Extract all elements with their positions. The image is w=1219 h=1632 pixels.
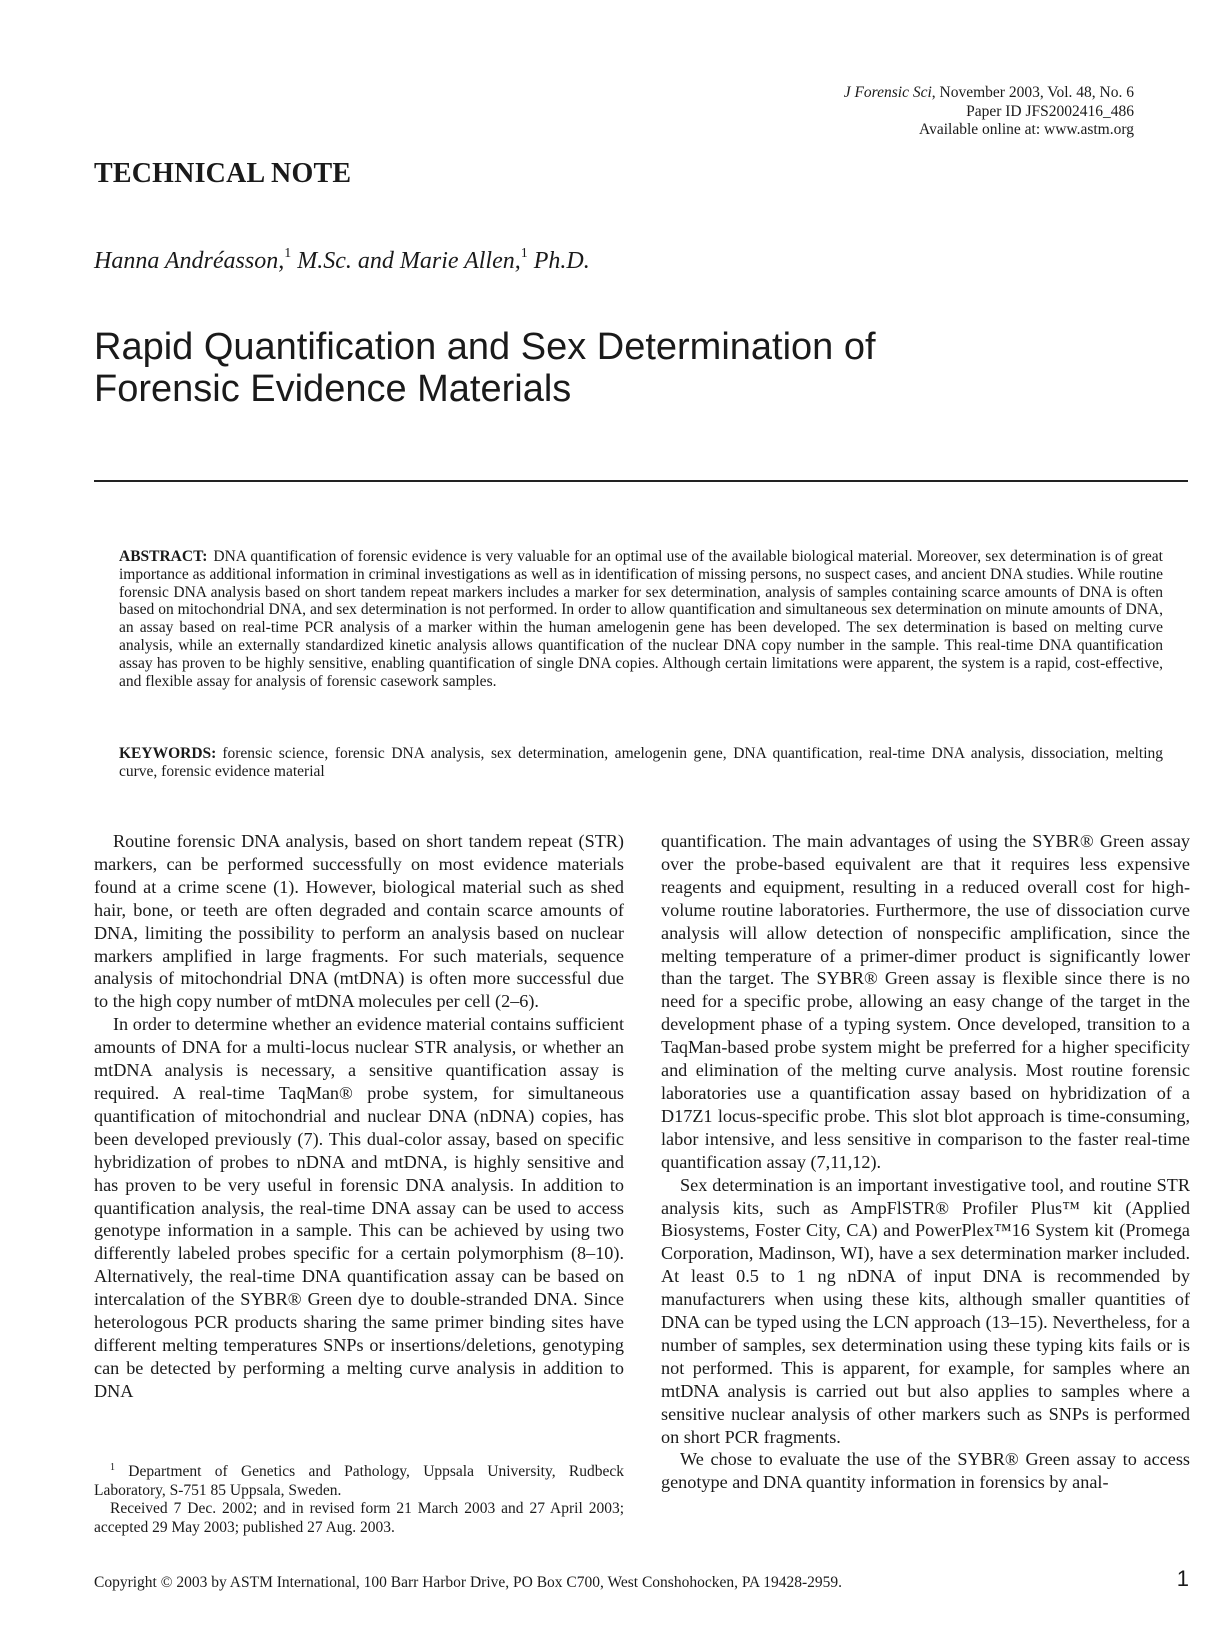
body-column-left: [94, 830, 624, 1403]
journal-issue: , November 2003, Vol. 48, No. 6: [931, 84, 1134, 101]
paragraph: quantification. The main advantages of using the SYBR® Green assay over the probe-based equivalent are that it requires less expensive reagents and equipment, resulting in a reduced overall cost for high-volume routine laboratories. Furthermore, the use of dissociation curve analysis will allow detection of nonspecific amplification, since the melting temperature of a primer-dimer product is significantly lower than the target. The SYBR® Green assay is flexible since there is no need for a specific probe, allowing an easy change of the target in the development phase of a typing system. Once developed, transition to a TaqMan-based probe system might be preferred for a higher specificity and elimination of the melting curve analysis. Most routine forensic laboratories use a quantification assay based on hybridization of a D17Z1 locus-specific probe. This slot blot approach is time-consuming, labor intensive, and less sensitive in comparison to the faster real-time quantification assay (7,11,12).: [661, 831, 1190, 1172]
online-availability: Available online at: www.astm.org: [919, 121, 1134, 138]
copyright-footer: Copyright © 2003 by ASTM International, 100 Barr Harbor Drive, PO Box C700, West Conshohocken, PA 19428-2959.: [94, 1574, 843, 1591]
author-2: M.Sc. and Marie Allen,: [291, 248, 521, 274]
journal-name: J Forensic Sci: [843, 84, 932, 101]
paragraph: In order to determine whether an evidence material contains sufficient amounts of DNA for a multi-locus nuclear STR analysis, or whether an mtDNA analysis is necessary, a sensitive quantification assay is required. A real-time TaqMan® probe system, for simultaneous quantification of mitochondrial and nuclear DNA (nDNA) copies, has been developed previously (7). This dual-color assay, based on specific hybridization of probes to nDNA and mtDNA, is highly sensitive and has proven to be very useful in forensic DNA analysis. In addition to quantification analysis, the real-time DNA assay can be used to access genotype information in a sample. This can be achieved by using two differently labeled probes specific for a certain polymorphism (8–10). Alternatively, the real-time DNA quantification assay can be based on intercalation of the SYBR® Green dye to double-stranded DNA. Since heterologous PCR products sharing the same primer binding sites have different melting temperatures SNPs or insertions/deletions, genotyping can be detected by performing a melting curve analysis in addition to DNA: [94, 1014, 624, 1401]
title-line-2: Forensic Evidence Materials: [94, 368, 572, 410]
affiliation-marker-1: 1: [284, 246, 292, 261]
body-column-right: [661, 830, 1190, 1494]
paragraph: Routine forensic DNA analysis, based on short tandem repeat (STR) markers, can be performed successfully on most evidence materials found at a crime scene (1). However, biological material such as shed hair, bone, or teeth are often degraded and contain scarce amounts of DNA, limiting the possibility to perform an analysis based on nuclear markers amplified in large fragments. For such materials, sequence analysis of mitochondrial DNA (mtDNA) is often more successful due to the high copy number of mtDNA molecules per cell (2–6).: [94, 831, 624, 1012]
received-footnote: Received 7 Dec. 2002; and in revised form 21 March 2003 and 27 April 2003; accepted 29 May 2003; published 27 Aug. 2003.: [94, 1500, 624, 1536]
paper-id: Paper ID JFS2002416_486: [966, 102, 1134, 120]
journal-citation: [844, 84, 1134, 103]
keywords-label: KEYWORDS:: [119, 745, 217, 762]
paragraph: Sex determination is an important investigative tool, and routine STR analysis kits, such as AmpFlSTR® Profiler Plus™ kit (Applied Biosystems, Foster City, CA) and PowerPlex™16 System kit (Promega Corporation, Madinson, WI), have a sex determination marker included. At least 0.5 to 1 ng nDNA of input DNA is recommended by manufacturers when using these kits, although smaller quantities of DNA can be typed using the LCN approach (13–15). Nevertheless, for a number of samples, sex determination using these typing kits fails or is not performed. This is apparent, for example, for samples where an mtDNA analysis is carried out but also applies to samples where a sensitive nuclear analysis of other markers such as SNPs is performed on short PCR fragments.: [661, 1174, 1190, 1447]
paper-title: [94, 326, 974, 410]
abstract-text: DNA quantification of forensic evidence is very valuable for an optimal use of the available biological material. Moreover, sex determination is of great importance as additional information in criminal investigations as well as in identification of missing persons, no suspect cases, and ancient DNA studies. While routine forensic DNA analysis based on short tandem repeat markers includes a marker for sex determination, analysis of samples containing scarce amounts of DNA is often based on mitochondrial DNA, and sex determination is not performed. In order to allow quantification and simultaneous sex determination on minute amounts of DNA, an assay based on real-time PCR analysis of a marker within the human amelogenin gene has been developed. The sex determination is based on melting curve analysis, while an externally standardized kinetic analysis allows quantification of the nuclear DNA copy number in the sample. This real-time DNA quantification assay has proven to be highly sensitive, enabling quantification of single DNA copies. Although certain limitations were apparent, the system is a rapid, cost-effective, and flexible assay for analysis of forensic casework samples.: [119, 548, 1163, 690]
footnotes: [94, 1459, 624, 1537]
keywords: [119, 745, 1163, 781]
title-line-1: Rapid Quantification and Sex Determination of: [94, 326, 876, 368]
section-label: TECHNICAL NOTE: [94, 158, 352, 189]
footnote-marker: 1: [110, 1462, 115, 1473]
author-1: Hanna Andréasson,: [94, 248, 285, 274]
journal-header: [844, 84, 1134, 140]
affiliation-text: Department of Genetics and Pathology, Uppsala University, Rudbeck Laboratory, S-751 85 Uppsala, Sweden.: [94, 1463, 624, 1499]
affiliation-marker-2: 1: [520, 246, 528, 261]
author-2-degree: Ph.D.: [527, 248, 590, 274]
abstract-label: ABSTRACT:: [119, 548, 208, 565]
abstract: [119, 548, 1163, 690]
author-line: [94, 248, 590, 275]
page-number: 1: [1176, 1566, 1189, 1591]
affiliation-footnote: [94, 1459, 624, 1500]
keywords-text: forensic science, forensic DNA analysis, sex determination, amelogenin gene, DNA quantification, real-time DNA analysis, dissociation, melting curve, forensic evidence material: [119, 745, 1163, 780]
title-divider: [94, 480, 1188, 482]
paragraph: We chose to evaluate the use of the SYBR® Green assay to access genotype and DNA quantity information in forensics by anal-: [661, 1449, 1190, 1493]
